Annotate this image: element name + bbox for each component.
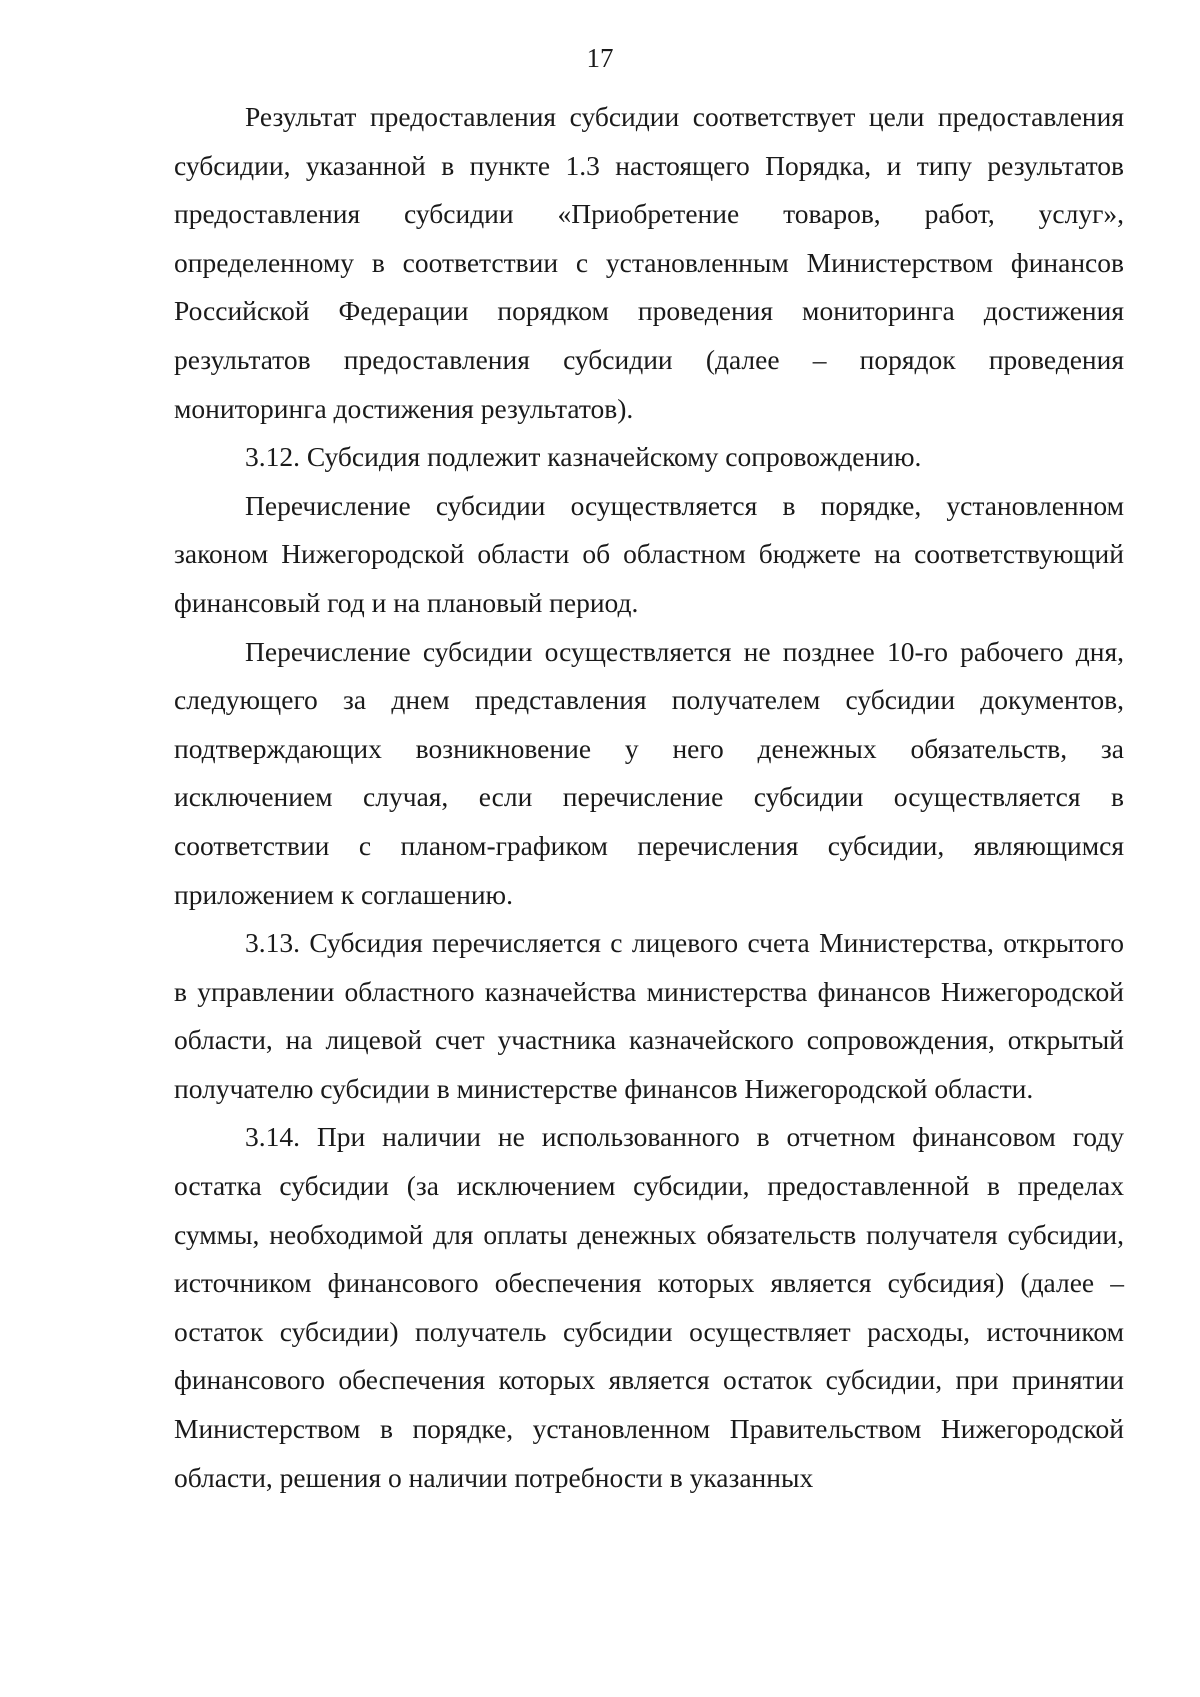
paragraph-transfer-deadline: Перечисление субсидии осуществляется не позднее 10-го рабочего дня, следующего за днем представления получателем субсидии документов, подтверждающих возникновение у него денежных обязательств, за исключением случая, если перечисление субсидии осуществляется в соответствии с планом-графиком перечисления субсидии, являющимся приложением к соглашению. [174,635,1124,910]
document-body [174,93,1124,1502]
paragraph-subsidy-result: Результат предоставления субсидии соответствует цели предоставления субсидии, указанной в пункте 1.3 настоящего Порядка, и типу результатов предоставления субсидии «Приобретение товаров, работ, услуг», определенному в соответствии с установленным Министерством финансов Российской Федерации порядком проведения мониторинга достижения результатов предоставления субсидии (далее – порядок проведения мониторинга достижения результатов). [174,101,1124,424]
paragraph-3-14: 3.14. При наличии не использованного в отчетном финансовом году остатка субсидии (за исключением субсидии, предоставленной в пределах суммы, необходимой для оплаты денежных обязательств получателя субсидии, источником финансового обеспечения которых является субсидия) (далее – остаток субсидии) получатель субсидии осуществляет расходы, источником финансового обеспечения которых является остаток субсидии, при принятии Министерством в порядке, установленном Правительством Нижегородской области, решения о наличии потребности в указанных [174,1121,1124,1493]
page-number: 17 [586,43,614,73]
paragraph-transfer-order: Перечисление субсидии осуществляется в порядке, установленном законом Нижегородской области об областном бюджете на соответствующий финансовый год и на плановый период. [174,489,1124,618]
paragraph-3-13: 3.13. Субсидия перечисляется с лицевого счета Министерства, открытого в управлении областного казначейства министерства финансов Нижегородской области, на лицевой счет участника казначейского сопровождения, открытый получателю субсидии в министерстве финансов Нижегородской области. [174,927,1124,1104]
paragraph-3-12: 3.12. Субсидия подлежит казначейскому сопровождению. [245,441,922,473]
